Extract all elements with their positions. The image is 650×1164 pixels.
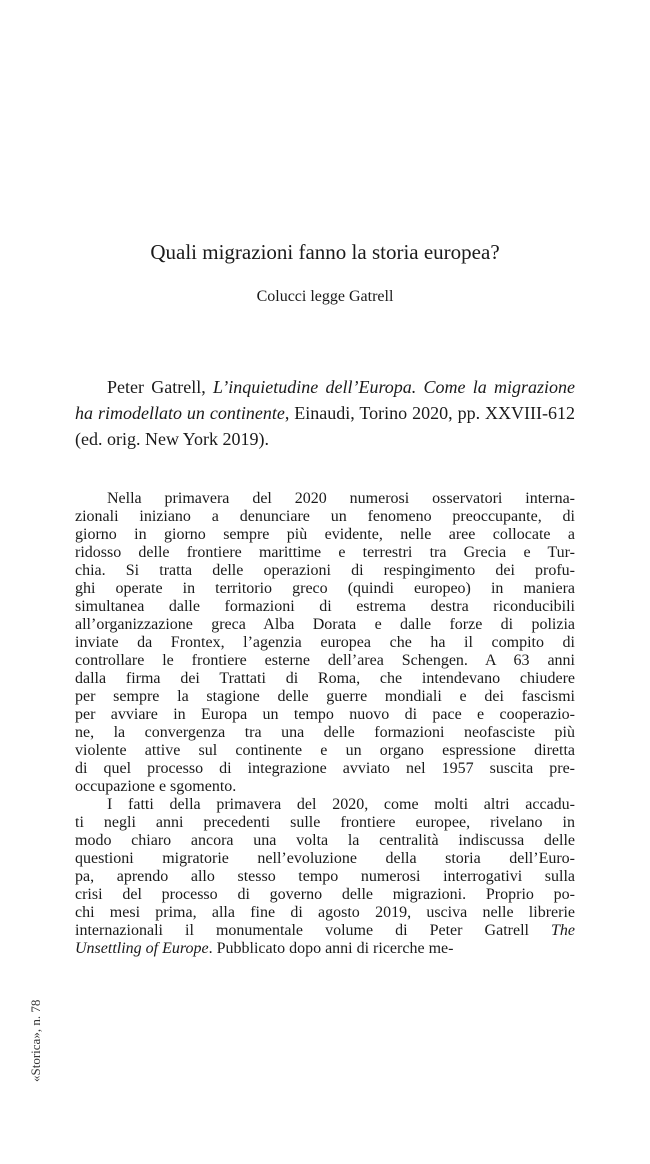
paragraph-2	[75, 796, 575, 940]
body-line: ne, la convergenza tra una delle formazioni neofasciste più	[75, 724, 575, 741]
body-line: internazionali il monumentale volume di Peter Gatrell The	[75, 922, 575, 939]
body-line: simultanea dalle formazioni di estrema destra riconducibili	[75, 598, 575, 615]
body-line-last	[75, 940, 575, 958]
body-line: occupazione e sgomento.	[75, 778, 237, 795]
body-line: I fatti della primavera del 2020, come molti altri accadu-	[107, 796, 575, 813]
body-line: controllare le frontiere esterne dell’area Schengen. A 63 anni	[75, 652, 575, 669]
article-body	[75, 490, 575, 958]
body-line: violente attive sul continente e un organo espressione diretta	[75, 742, 575, 759]
article-subtitle: Colucci legge Gatrell	[256, 288, 394, 305]
body-line: Nella primavera del 2020 numerosi osservatori interna-	[107, 490, 575, 507]
article-title: Quali migrazioni fanno la storia europea?	[150, 240, 500, 264]
italic-book-title: Unsettling of Europe	[75, 940, 209, 957]
journal-sidebar-label: «Storica», n. 78	[28, 999, 43, 1082]
book-reference	[75, 374, 575, 452]
body-line: modo chiaro ancora una volta la centralità indiscussa delle	[75, 832, 575, 849]
body-line: di quel processo di integrazione avviato nel 1957 suscita pre-	[75, 760, 575, 777]
reference-details: , Einaudi, Torino 2020, pp. XXVIII-612 (ed. orig. New York 2019).	[75, 403, 575, 449]
body-line: chia. Si tratta delle operazioni di respingimento dei profu-	[75, 562, 575, 579]
body-line: all’organizzazione greca Alba Dorata e dalle forze di polizia	[75, 616, 575, 633]
reference-author: Peter Gatrell,	[107, 377, 206, 397]
reference-book-title: L’inquietudine dell’Europa. Come la migrazione ha rimodellato un continente	[75, 377, 575, 423]
body-line: zionali iniziano a denunciare un fenomeno preoccupante, di	[75, 508, 575, 525]
body-line: per avviare in Europa un tempo nuovo di pace e cooperazio-	[75, 706, 575, 723]
body-line: ghi operate in territorio greco (quindi europeo) in maniera	[75, 580, 575, 597]
body-line: chi mesi prima, alla fine di agosto 2019, usciva nelle librerie	[75, 904, 575, 921]
body-line-last-text: . Pubblicato dopo anni di ricerche me-	[208, 940, 454, 957]
body-line: ti negli anni precedenti sulle frontiere europee, rivelano in	[75, 814, 575, 831]
paragraph-1	[75, 490, 575, 796]
body-line: per sempre la stagione delle guerre mondiali e dei fascismi	[75, 688, 575, 705]
body-line: giorno in giorno sempre più evidente, nelle aree collocate a	[75, 526, 575, 543]
italic-book-title-start: The	[551, 922, 575, 939]
body-line: crisi del processo di governo delle migrazioni. Proprio po-	[75, 886, 575, 903]
body-line: ridosso delle frontiere marittime e terrestri tra Grecia e Tur-	[75, 544, 575, 561]
body-line: dalla firma dei Trattati di Roma, che intendevano chiudere	[75, 670, 575, 687]
body-line: inviate da Frontex, l’agenzia europea che ha il compito di	[75, 634, 575, 651]
body-line: pa, aprendo allo stesso tempo numerosi interrogativi sulla	[75, 868, 575, 885]
body-line: questioni migratorie nell’evoluzione della storia dell’Euro-	[75, 850, 575, 867]
